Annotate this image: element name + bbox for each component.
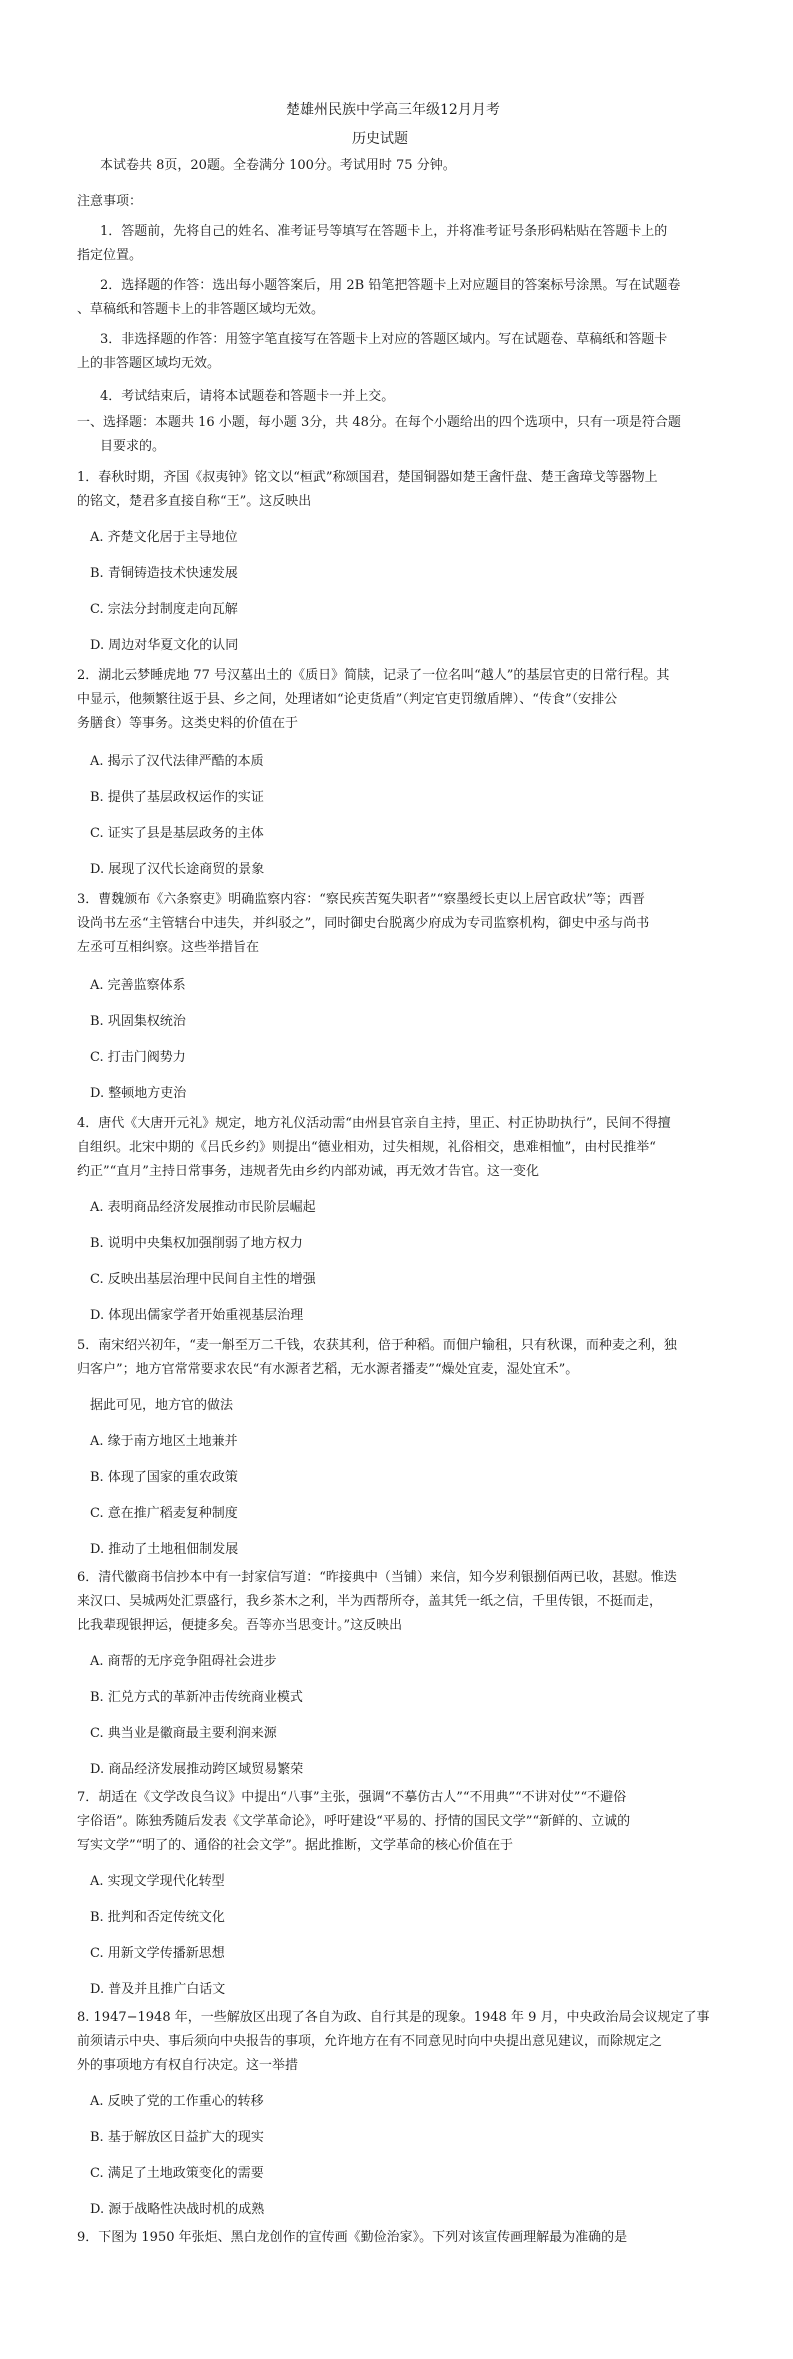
question-2-option-d: D. 展现了汉代长途商贸的景象: [90, 862, 265, 877]
question-7-stem-cont: 字俗语”。陈独秀随后发表《文学革命论》，呼吁建设“平易的、抒情的国民文学”“新鲜的、立诚的: [77, 1814, 631, 1829]
question-3-option-d: D. 整顿地方吏治: [90, 1086, 187, 1101]
notice-item-2: 2．选择题的作答：选出每小题答案后，用 2B 铅笔把答题卡上对应题目的答案标号涂黑。写在试题卷: [100, 278, 681, 293]
subject-title: 历史试题: [352, 131, 408, 147]
question-1-option-c: C. 宗法分封制度走向瓦解: [90, 602, 238, 617]
school-title: 楚雄州民族中学高三年级12月月考: [286, 102, 500, 118]
section-heading: 一、选择题：本题共 16 小题，每小题 3分，共 48分。在每个小题给出的四个选项中，只有一项是符合题: [77, 415, 681, 430]
question-8-stem: 8. 1947−1948 年，一些解放区出现了各自为政、自行其是的现象。1948 年 9 月，中央政治局会议规定了事: [77, 2010, 710, 2025]
question-1-option-a: A. 齐楚文化居于主导地位: [90, 530, 238, 545]
notice-item-1-cont: 指定位置。: [77, 248, 143, 263]
question-7-stem-cont-2: 写实文学”“明了的、通俗的社会文学”。据此推断，文学革命的核心价值在于: [77, 1838, 513, 1853]
question-5-stem: 5．南宋绍兴初年，“麦一斛至万二千钱，农获其利，倍于种稻。而佃户输租，只有秋课，而种麦之利，独: [77, 1338, 677, 1353]
question-2-option-a: A. 揭示了汉代法律严酷的本质: [90, 754, 264, 769]
notice-title: 注意事项：: [77, 194, 143, 209]
question-6-option-a: A. 商帮的无序竞争阻碍社会进步: [90, 1654, 277, 1669]
question-2-option-b: B. 提供了基层政权运作的实证: [90, 790, 264, 805]
question-7-option-a: A. 实现文学现代化转型: [90, 1874, 225, 1889]
question-4-stem-cont: 自组织。北宋中期的《吕氏乡约》则提出“德业相劝，过失相规，礼俗相交，患难相恤”，由村民推举“: [77, 1140, 656, 1155]
question-4-option-a: A. 表明商品经济发展推动市民阶层崛起: [90, 1200, 316, 1215]
question-5-option-b: B. 体现了国家的重农政策: [90, 1470, 238, 1485]
question-8-option-b: B. 基于解放区日益扩大的现实: [90, 2130, 264, 2145]
question-1-stem: 1．春秋时期，齐国《叔夷钟》铭文以“桓武”称颂国君，楚国铜器如楚王酓忓盘、楚王酓璋戈等器物上: [77, 470, 658, 485]
question-5-option-a: A. 缘于南方地区土地兼并: [90, 1434, 238, 1449]
question-3-option-c: C. 打击门阀势力: [90, 1050, 186, 1065]
question-3-option-b: B. 巩固集权统治: [90, 1014, 186, 1029]
question-4-option-c: C. 反映出基层治理中民间自主性的增强: [90, 1272, 316, 1287]
question-2-stem: 2．湖北云梦睡虎地 77 号汉墓出土的《质日》简牍，记录了一位名叫“越人”的基层官吏的日常行程。其: [77, 668, 670, 683]
question-6-option-d: D. 商品经济发展推动跨区域贸易繁荣: [90, 1762, 304, 1777]
question-3-stem-cont: 设尚书左丞“主管辖台中违失，并纠驳之”，同时御史台脱离少府成为专司监察机构，御史中丞与尚书: [77, 916, 650, 931]
question-7-option-b: B. 批判和否定传统文化: [90, 1910, 225, 1925]
question-4-stem: 4．唐代《大唐开元礼》规定，地方礼仪活动需“由州县官亲自主持，里正、村正协助执行”，民间不得擅: [77, 1116, 671, 1131]
question-8-stem-cont-2: 外的事项地方有权自行决定。这一举措: [77, 2058, 299, 2073]
question-2-stem-cont: 中显示，他频繁往返于县、乡之间，处理诸如“论吏货盾”（判定官吏罚缴盾牌）、“传食”（安排公: [77, 692, 618, 707]
question-2-option-c: C. 证实了县是基层政务的主体: [90, 826, 264, 841]
question-2-stem-cont-2: 务膳食）等事务。这类史料的价值在于: [77, 716, 299, 731]
question-1-stem-cont: 的铭文，楚君多直接自称“王”。这反映出: [77, 494, 312, 509]
question-9-stem: 9．下图为 1950 年张炬、黑白龙创作的宣传画《勤俭治家》。下列对该宣传画理解最为准确的是: [77, 2230, 628, 2245]
question-5-stem-cont: 归客户”；地方官常常要求农民“有水源者艺稻，无水源者播麦”“燥处宜麦，湿处宜禾”。: [77, 1362, 579, 1377]
exam-info: 本试卷共 8页，20题。全卷满分 100分。考试用时 75 分钟。: [100, 158, 456, 173]
question-7-option-d: D. 普及并且推广白话文: [90, 1982, 226, 1997]
notice-item-2-cont: 、草稿纸和答题卡上的非答题区域均无效。: [77, 302, 325, 317]
question-8-stem-cont: 前须请示中央、事后须向中央报告的事项，允许地方在有不同意见时向中央提出意见建议，而除规定之: [77, 2034, 663, 2049]
question-5-stem-cont-2: 据此可见，地方官的做法: [90, 1398, 234, 1413]
question-7-stem: 7．胡适在《文学改良刍议》中提出“八事”主张，强调“不摹仿古人”“不用典”“不讲对仗”“不避俗: [77, 1790, 627, 1805]
question-3-stem-cont-2: 左丞可互相纠察。这些举措旨在: [77, 940, 260, 955]
question-8-option-a: A. 反映了党的工作重心的转移: [90, 2094, 264, 2109]
question-5-option-d: D. 推动了土地租佃制发展: [90, 1542, 239, 1557]
question-5-option-c: C. 意在推广稻麦复种制度: [90, 1506, 238, 1521]
notice-item-4: 4．考试结束后，请将本试题卷和答题卡一并上交。: [100, 389, 395, 404]
notice-item-1: 1．答题前，先将自己的姓名、准考证号等填写在答题卡上，并将准考证号条形码粘贴在答题卡上的: [100, 224, 668, 239]
question-6-stem: 6．清代徽商书信抄本中有一封家信写道：“昨接典中（当铺）来信，知今岁利银捌佰两已收，甚慰。惟迭: [77, 1570, 677, 1585]
notice-item-3: 3．非选择题的作答：用签字笔直接写在答题卡上对应的答题区域内。写在试题卷、草稿纸和答题卡: [100, 332, 668, 347]
question-1-option-d: D. 周边对华夏文化的认同: [90, 638, 239, 653]
question-7-option-c: C. 用新文学传播新思想: [90, 1946, 225, 1961]
question-4-stem-cont-2: 约正”“直月”主持日常事务，违规者先由乡约内部劝诫，再无效才告官。这一变化: [77, 1164, 539, 1179]
question-6-option-b: B. 汇兑方式的革新冲击传统商业模式: [90, 1690, 303, 1705]
question-4-option-b: B. 说明中央集权加强削弱了地方权力: [90, 1236, 303, 1251]
question-4-option-d: D. 体现出儒家学者开始重视基层治理: [90, 1308, 304, 1323]
question-8-option-c: C. 满足了土地政策变化的需要: [90, 2166, 264, 2181]
question-6-stem-cont: 来汉口、吴城两处汇票盛行，我乡茶木之利，半为西帮所夺，盖其凭一纸之信，千里传银，不挺而走，: [77, 1594, 663, 1609]
question-8-option-d: D. 源于战略性决战时机的成熟: [90, 2202, 265, 2217]
section-heading-cont: 目要求的。: [100, 439, 166, 454]
question-3-stem: 3．曹魏颁布《六条察吏》明确监察内容：“察民疾苦冤失职者”“察墨绶长吏以上居官政状”等；西晋: [77, 892, 645, 907]
notice-item-3-cont: 上的非答题区域均无效。: [77, 356, 221, 371]
question-6-option-c: C. 典当业是徽商最主要利润来源: [90, 1726, 277, 1741]
question-3-option-a: A. 完善监察体系: [90, 978, 186, 993]
question-1-option-b: B. 青铜铸造技术快速发展: [90, 566, 238, 581]
question-6-stem-cont-2: 比我辈现银押运，便捷多矣。吾等亦当思变计。”这反映出: [77, 1618, 403, 1633]
